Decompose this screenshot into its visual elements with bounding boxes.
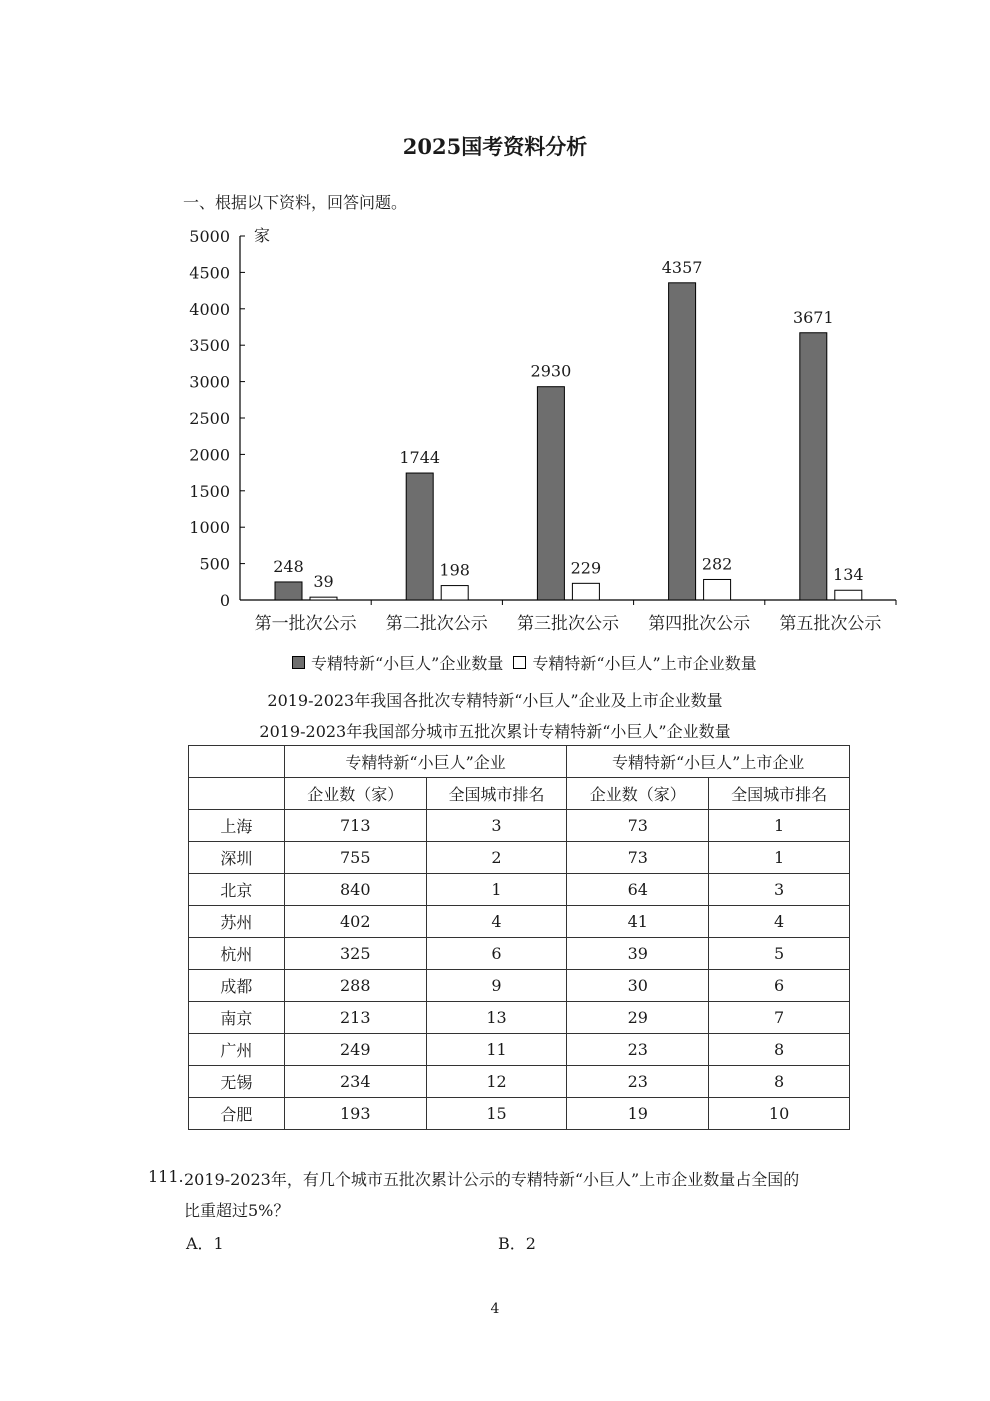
listed-count-cell: 73 — [567, 842, 709, 874]
option-a[interactable]: A．1 — [186, 1234, 224, 1253]
data-label: 2930 — [530, 361, 572, 381]
enterprise-count-cell: 288 — [284, 970, 426, 1002]
listed-count-cell: 19 — [567, 1098, 709, 1130]
x-category-label: 第二批次公示 — [385, 614, 488, 634]
listed-count-cell: 23 — [567, 1066, 709, 1098]
listed-rank-cell: 4 — [709, 906, 850, 938]
bar-enterprises — [406, 473, 433, 600]
city-name-cell: 成都 — [189, 970, 285, 1002]
bar-enterprises — [275, 582, 302, 600]
bar-listed-enterprises — [704, 579, 731, 600]
table-row — [189, 970, 850, 1002]
table-row — [189, 1002, 850, 1034]
x-category-label: 第一批次公示 — [254, 614, 357, 634]
data-label: 4357 — [661, 257, 703, 277]
enterprise-count-cell: 713 — [284, 810, 426, 842]
table-row — [189, 842, 850, 874]
enterprise-rank-cell: 9 — [426, 970, 567, 1002]
data-label: 248 — [273, 556, 304, 576]
option-b[interactable]: B．2 — [498, 1234, 536, 1253]
bar-listed-enterprises — [441, 586, 468, 600]
enterprise-rank-cell: 11 — [426, 1034, 567, 1066]
question-number: 111. — [148, 1167, 184, 1186]
listed-rank-cell: 5 — [709, 938, 850, 970]
table-row — [189, 1034, 850, 1066]
data-label: 1744 — [399, 448, 441, 468]
table-row — [189, 906, 850, 938]
data-label: 198 — [439, 560, 470, 580]
listed-rank-cell: 8 — [709, 1066, 850, 1098]
listed-count-cell: 39 — [567, 938, 709, 970]
listed-rank-cell: 8 — [709, 1034, 850, 1066]
city-name-cell: 南京 — [189, 1002, 285, 1034]
table-row — [189, 810, 850, 842]
y-tick-label: 0 — [219, 591, 230, 610]
listed-rank-cell: 1 — [709, 842, 850, 874]
city-name-cell: 北京 — [189, 874, 285, 906]
listed-count-cell: 73 — [567, 810, 709, 842]
data-label: 39 — [313, 572, 334, 592]
city-name-cell: 广州 — [189, 1034, 285, 1066]
y-tick-label: 4000 — [189, 299, 230, 319]
bar-listed-enterprises — [835, 590, 862, 600]
listed-count-cell: 41 — [567, 906, 709, 938]
bar-listed-enterprises — [310, 597, 337, 600]
listed-count-cell: 64 — [567, 874, 709, 906]
city-name-cell: 杭州 — [189, 938, 285, 970]
table-header-row — [189, 746, 850, 778]
chart-legend — [292, 651, 767, 674]
question-text-line-1: 2019-2023年，有几个城市五批次累计公示的专精特新“小巨人”上市企业数量占全国的 — [184, 1170, 800, 1189]
document-title: 2025国考资料分析 — [402, 134, 588, 159]
enterprise-rank-cell: 1 — [426, 874, 567, 906]
enterprise-rank-cell: 2 — [426, 842, 567, 874]
bar-chart — [180, 222, 910, 642]
city-name-cell: 无锡 — [189, 1066, 285, 1098]
y-tick-label: 2500 — [189, 409, 230, 428]
page-number: 4 — [490, 1301, 500, 1317]
table-row — [189, 938, 850, 970]
enterprise-rank-cell: 3 — [426, 810, 567, 842]
bar-listed-enterprises — [572, 583, 599, 600]
legend-label-series-2: 专精特新“小巨人”上市企业数量 — [532, 654, 757, 673]
data-label: 134 — [833, 565, 864, 585]
y-tick-label: 3500 — [189, 336, 230, 356]
y-tick-label: 5000 — [189, 227, 230, 246]
bar-enterprises — [537, 387, 564, 600]
city-name-cell: 合肥 — [189, 1098, 285, 1130]
table-subheader-row — [189, 778, 850, 810]
listed-rank-cell: 3 — [709, 874, 850, 906]
legend-item-series-2 — [513, 651, 756, 674]
data-label: 282 — [701, 554, 733, 574]
bar-enterprises — [800, 333, 827, 600]
table-row — [189, 1066, 850, 1098]
subheader-rank: 全国城市排名 — [426, 778, 567, 810]
chart-title: 2019-2023年我国各批次专精特新“小巨人”企业及上市企业数量 — [267, 691, 723, 710]
listed-count-cell: 30 — [567, 970, 709, 1002]
listed-rank-cell: 1 — [709, 810, 850, 842]
y-tick-label: 3000 — [189, 372, 230, 392]
listed-count-cell: 29 — [567, 1002, 709, 1034]
legend-label-series-1: 专精特新“小巨人”企业数量 — [311, 654, 504, 673]
listed-rank-cell: 6 — [709, 970, 850, 1002]
city-name-cell: 苏州 — [189, 906, 285, 938]
bar-enterprises — [669, 283, 696, 600]
subheader-corner-cell — [189, 778, 285, 810]
enterprise-rank-cell: 4 — [426, 906, 567, 938]
city-name-cell: 上海 — [189, 810, 285, 842]
y-axis-unit-label: 家 — [254, 226, 271, 245]
x-category-label: 第四批次公示 — [648, 614, 751, 634]
table-row — [189, 874, 850, 906]
group-header-listed: 专精特新“小巨人”上市企业 — [567, 746, 850, 778]
enterprise-rank-cell: 15 — [426, 1098, 567, 1130]
enterprise-count-cell: 325 — [284, 938, 426, 970]
enterprise-rank-cell: 6 — [426, 938, 567, 970]
question-text-line-2: 比重超过5%？ — [184, 1201, 290, 1220]
enterprise-count-cell: 840 — [284, 874, 426, 906]
city-data-table — [188, 745, 850, 1130]
subheader-count: 企业数（家） — [284, 778, 426, 810]
table-title: 2019-2023年我国部分城市五批次累计专精特新“小巨人”企业数量 — [259, 722, 731, 741]
header-corner-cell — [189, 746, 285, 778]
legend-swatch-series-1 — [292, 656, 305, 669]
y-tick-label: 1500 — [189, 481, 230, 501]
subheader-listed-count: 企业数（家） — [567, 778, 709, 810]
enterprise-rank-cell: 12 — [426, 1066, 567, 1098]
listed-rank-cell: 10 — [709, 1098, 850, 1130]
group-header-enterprise: 专精特新“小巨人”企业 — [284, 746, 567, 778]
data-label: 3671 — [792, 307, 834, 327]
legend-swatch-series-2 — [513, 656, 526, 669]
intro-text: 一、根据以下资料，回答问题。 — [183, 193, 408, 212]
city-name-cell: 深圳 — [189, 842, 285, 874]
x-category-label: 第三批次公示 — [517, 614, 619, 634]
enterprise-count-cell: 755 — [284, 842, 426, 874]
data-label: 229 — [570, 558, 602, 578]
listed-count-cell: 23 — [567, 1034, 709, 1066]
enterprise-rank-cell: 13 — [426, 1002, 567, 1034]
legend-item-series-1 — [292, 651, 503, 674]
listed-rank-cell: 7 — [709, 1002, 850, 1034]
enterprise-count-cell: 402 — [284, 906, 426, 938]
enterprise-count-cell: 193 — [284, 1098, 426, 1130]
y-tick-label: 4500 — [189, 263, 230, 283]
enterprise-count-cell: 249 — [284, 1034, 426, 1066]
y-tick-label: 1000 — [189, 518, 230, 538]
y-tick-label: 2000 — [189, 445, 230, 465]
x-category-label: 第五批次公示 — [779, 614, 882, 634]
enterprise-count-cell: 213 — [284, 1002, 426, 1034]
enterprise-count-cell: 234 — [284, 1066, 426, 1098]
y-tick-label: 500 — [199, 554, 230, 574]
table-row — [189, 1098, 850, 1130]
subheader-listed-rank: 全国城市排名 — [709, 778, 850, 810]
